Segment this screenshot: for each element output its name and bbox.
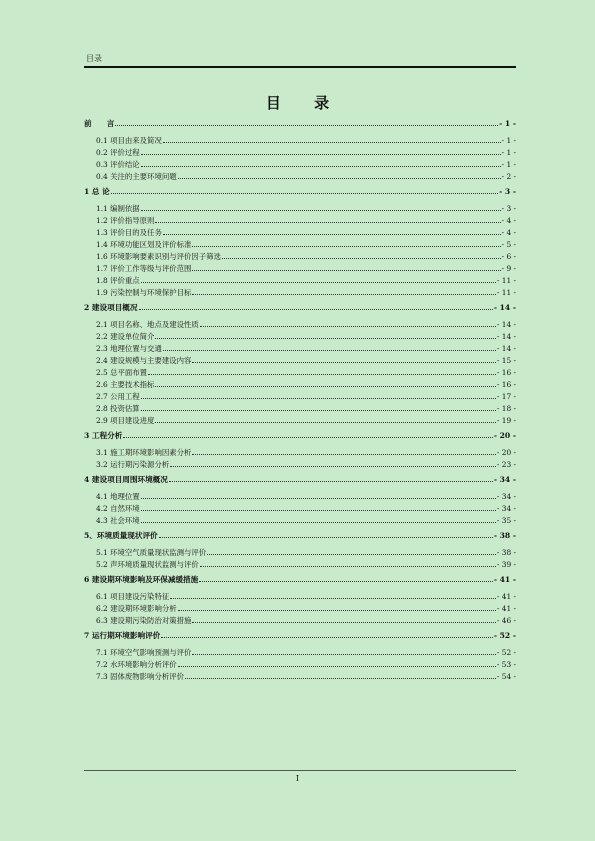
toc-entry-label: 1.8 评价重点 (96, 276, 140, 285)
dot-leader (200, 560, 496, 567)
dot-leader (192, 616, 495, 623)
document-title: 目 录 (265, 94, 344, 112)
toc-entry-page: - 41 - (496, 604, 516, 613)
toc-entry-page: - 14 - (493, 303, 516, 312)
toc-section-entry[interactable] (84, 547, 516, 559)
toc-chapter-entry[interactable] (84, 530, 516, 542)
toc-section-entry[interactable] (84, 415, 516, 427)
toc-section-entry[interactable] (84, 203, 516, 215)
toc-section-entry[interactable] (84, 319, 516, 331)
header-divider (84, 66, 516, 68)
toc-entry-label: 2.4 建设规模与主要建设内容 (96, 356, 192, 365)
toc-entry-page: - 4 - (501, 228, 516, 237)
toc-entry-page: - 14 - (496, 344, 516, 353)
toc-section-entry[interactable] (84, 159, 516, 171)
dot-leader (141, 404, 496, 411)
toc-entry-page: - 1 - (499, 119, 516, 128)
dot-leader (141, 204, 501, 211)
toc-entry-page: - 11 - (496, 288, 516, 297)
toc-entry-label: 4.3 社会环境 (96, 516, 140, 525)
toc-section-entry[interactable] (84, 459, 516, 471)
toc-entry-label: 3 工程分析 (84, 431, 123, 440)
dot-leader (155, 332, 495, 339)
toc-entry-label: 2.2 建设单位简介 (96, 332, 155, 341)
dot-leader (163, 344, 496, 351)
toc-entry-page: - 52 - (493, 631, 516, 640)
toc-entry-page: - 16 - (496, 380, 516, 389)
toc-entry-label: 6.2 建设期环境影响分析 (96, 604, 177, 613)
toc-entry-label: 2.7 公用工程 (96, 392, 140, 401)
dot-leader (148, 368, 496, 375)
dot-leader (141, 160, 501, 167)
dot-leader (199, 575, 493, 582)
toc-entry-label: 2 建设项目概况 (84, 303, 138, 312)
toc-entry-label: 1.2 评价指导原则 (96, 216, 155, 225)
toc-entry-page: - 2 - (501, 172, 516, 181)
toc-entry-label: 1.3 评价目的及任务 (96, 228, 162, 237)
toc-entry-page: - 3 - (499, 187, 516, 196)
toc-entry-label: 前 言 (84, 119, 115, 128)
dot-leader (139, 303, 493, 310)
toc-entry-label: 2.6 主要技术指标 (96, 380, 155, 389)
toc-entry-label: 0.2 评价过程 (96, 148, 140, 157)
dot-leader (192, 240, 500, 247)
toc-section-entry[interactable] (84, 391, 516, 403)
toc-entry-label: 3.2 运行期污染源分析 (96, 460, 170, 469)
toc-entry-label: 2.1 项目名称、地点及建设性质 (96, 320, 199, 329)
toc-entry-label: 4.2 自然环境 (96, 504, 140, 513)
toc-section-entry[interactable] (84, 343, 516, 355)
dot-leader (111, 187, 498, 194)
toc-entry-label: 1 总 论 (84, 187, 110, 196)
toc-entry-label: 6.3 建设期污染防治对策措施 (96, 616, 192, 625)
toc-entry-label: 0.3 评价结论 (96, 160, 140, 169)
dot-leader (185, 672, 496, 679)
toc-entry-label: 6.1 项目建设污染特征 (96, 592, 170, 601)
toc-entry-page: - 34 - (496, 504, 516, 513)
toc-entry-page: - 1 - (501, 136, 516, 145)
toc-chapter-entry[interactable] (84, 474, 516, 486)
dot-leader (163, 228, 501, 235)
dot-leader (170, 460, 496, 467)
toc-section-entry[interactable] (84, 447, 516, 459)
toc-entry-label: 2.8 投资估算 (96, 404, 140, 413)
toc-entry-page: - 16 - (496, 368, 516, 377)
toc-entry-page: - 11 - (496, 276, 516, 285)
toc-section-entry[interactable] (84, 379, 516, 391)
dot-leader (141, 492, 496, 499)
toc-section-entry[interactable] (84, 355, 516, 367)
toc-section-entry[interactable] (84, 171, 516, 183)
toc-entry-label: 1.1 编制依据 (96, 204, 140, 213)
dot-leader (159, 531, 493, 538)
toc-entry-page: - 5 - (501, 240, 516, 249)
toc-entry-page: - 52 - (496, 648, 516, 657)
toc-entry-label: 1.6 环境影响要素识别与评价因子筛选 (96, 252, 221, 261)
toc-section-entry[interactable] (84, 615, 516, 627)
toc-entry-page: - 38 - (496, 548, 516, 557)
toc-section-entry[interactable] (84, 559, 516, 571)
toc-entry-page: - 35 - (496, 516, 516, 525)
toc-entry-page: - 41 - (493, 575, 516, 584)
toc-section-entry[interactable] (84, 239, 516, 251)
dot-leader (155, 416, 495, 423)
toc-entry-label: 6 建设期环境影响及环保减缓措施 (84, 575, 199, 584)
toc-entry-label: 5、环境质量现状评价 (84, 531, 158, 540)
toc-section-entry[interactable] (84, 503, 516, 515)
toc-entry-page: - 39 - (496, 560, 516, 569)
dot-leader (192, 648, 495, 655)
toc-entry-label: 7.3 固体废物影响分析评价 (96, 672, 185, 681)
dot-leader (200, 320, 496, 327)
dot-leader (178, 660, 496, 667)
toc-entry-label: 2.3 地理位置与交通 (96, 344, 162, 353)
toc-entry-page: - 14 - (496, 332, 516, 341)
toc-section-entry[interactable] (84, 603, 516, 615)
toc-entry-page: - 1 - (501, 148, 516, 157)
toc-entry-label: 4.1 地理位置 (96, 492, 140, 501)
dot-leader (161, 631, 493, 638)
toc-entry-label: 2.5 总平面布置 (96, 368, 148, 377)
toc-entry-page: - 20 - (493, 431, 516, 440)
toc-section-entry[interactable] (84, 215, 516, 227)
toc-section-entry[interactable] (84, 331, 516, 343)
table-of-contents (84, 118, 516, 683)
toc-section-entry[interactable] (84, 367, 516, 379)
toc-section-entry[interactable] (84, 647, 516, 659)
toc-entry-page: - 6 - (501, 252, 516, 261)
toc-section-entry[interactable] (84, 263, 516, 275)
dot-leader (155, 216, 500, 223)
toc-entry-page: - 41 - (496, 592, 516, 601)
toc-entry-page: - 1 - (501, 160, 516, 169)
toc-entry-label: 7 运行期环境影响评价 (84, 631, 161, 640)
toc-entry-label: 1.9 污染控制与环境保护目标 (96, 288, 192, 297)
toc-entry-page: - 18 - (496, 404, 516, 413)
toc-entry-label: 4 建设项目周围环境概况 (84, 475, 168, 484)
dot-leader (123, 431, 493, 438)
toc-entry-page: - 14 - (496, 320, 516, 329)
dot-leader (141, 392, 496, 399)
toc-entry-page: - 23 - (496, 460, 516, 469)
toc-chapter-entry[interactable] (84, 118, 516, 130)
toc-entry-page: - 34 - (493, 475, 516, 484)
toc-chapter-entry[interactable] (84, 574, 516, 586)
toc-section-entry[interactable] (84, 491, 516, 503)
dot-leader (141, 148, 501, 155)
toc-section-entry[interactable] (84, 135, 516, 147)
dot-leader (169, 475, 493, 482)
dot-leader (178, 172, 501, 179)
dot-leader (222, 252, 501, 259)
toc-chapter-entry[interactable] (84, 186, 516, 198)
toc-chapter-entry[interactable] (84, 302, 516, 314)
dot-leader (155, 380, 495, 387)
toc-section-entry[interactable] (84, 671, 516, 683)
toc-entry-label: 1.7 评价工作等级与评价范围 (96, 264, 192, 273)
toc-entry-label: 3.1 施工期环境影响因素分析 (96, 448, 192, 457)
dot-leader (192, 264, 500, 271)
toc-section-entry[interactable] (84, 403, 516, 415)
toc-section-entry[interactable] (84, 275, 516, 287)
dot-leader (141, 516, 496, 523)
toc-entry-label: 5.2 声环境质量现状监测与评价 (96, 560, 199, 569)
toc-entry-label: 7.2 水环境影响分析评价 (96, 660, 177, 669)
toc-entry-page: - 3 - (501, 204, 516, 213)
dot-leader (207, 548, 496, 555)
toc-section-entry[interactable] (84, 659, 516, 671)
page-number: I (295, 774, 300, 783)
toc-entry-page: - 20 - (496, 448, 516, 457)
toc-entry-page: - 34 - (496, 492, 516, 501)
toc-section-entry[interactable] (84, 287, 516, 299)
toc-chapter-entry[interactable] (84, 630, 516, 642)
toc-entry-label: 0.1 项目由来及简况 (96, 136, 162, 145)
dot-leader (141, 276, 496, 283)
toc-section-entry[interactable] (84, 147, 516, 159)
dot-leader (141, 504, 496, 511)
toc-chapter-entry[interactable] (84, 430, 516, 442)
dot-leader (115, 119, 498, 126)
toc-entry-page: - 15 - (496, 356, 516, 365)
dot-leader (163, 136, 501, 143)
toc-entry-label: 7.1 环境空气影响预测与评价 (96, 648, 192, 657)
footer-divider (84, 770, 516, 771)
toc-entry-page: - 19 - (496, 416, 516, 425)
toc-entry-page: - 4 - (501, 216, 516, 225)
dot-leader (178, 604, 496, 611)
toc-entry-page: - 53 - (496, 660, 516, 669)
toc-entry-label: 1.4 环境功能区划及评价标准 (96, 240, 192, 249)
toc-entry-label: 2.9 项目建设进度 (96, 416, 155, 425)
toc-entry-page: - 17 - (496, 392, 516, 401)
toc-entry-page: - 9 - (501, 264, 516, 273)
toc-entry-label: 0.4 关注的主要环境问题 (96, 172, 177, 181)
toc-entry-page: - 38 - (493, 531, 516, 540)
toc-section-entry[interactable] (84, 591, 516, 603)
toc-section-entry[interactable] (84, 227, 516, 239)
dot-leader (192, 356, 495, 363)
toc-entry-page: - 54 - (496, 672, 516, 681)
toc-entry-label: 5.1 环境空气质量现状监测与评价 (96, 548, 207, 557)
toc-entry-page: - 46 - (496, 616, 516, 625)
toc-section-entry[interactable] (84, 251, 516, 263)
dot-leader (192, 288, 495, 295)
dot-leader (192, 448, 495, 455)
running-header: 目录 (86, 54, 102, 63)
dot-leader (170, 592, 496, 599)
toc-section-entry[interactable] (84, 515, 516, 527)
